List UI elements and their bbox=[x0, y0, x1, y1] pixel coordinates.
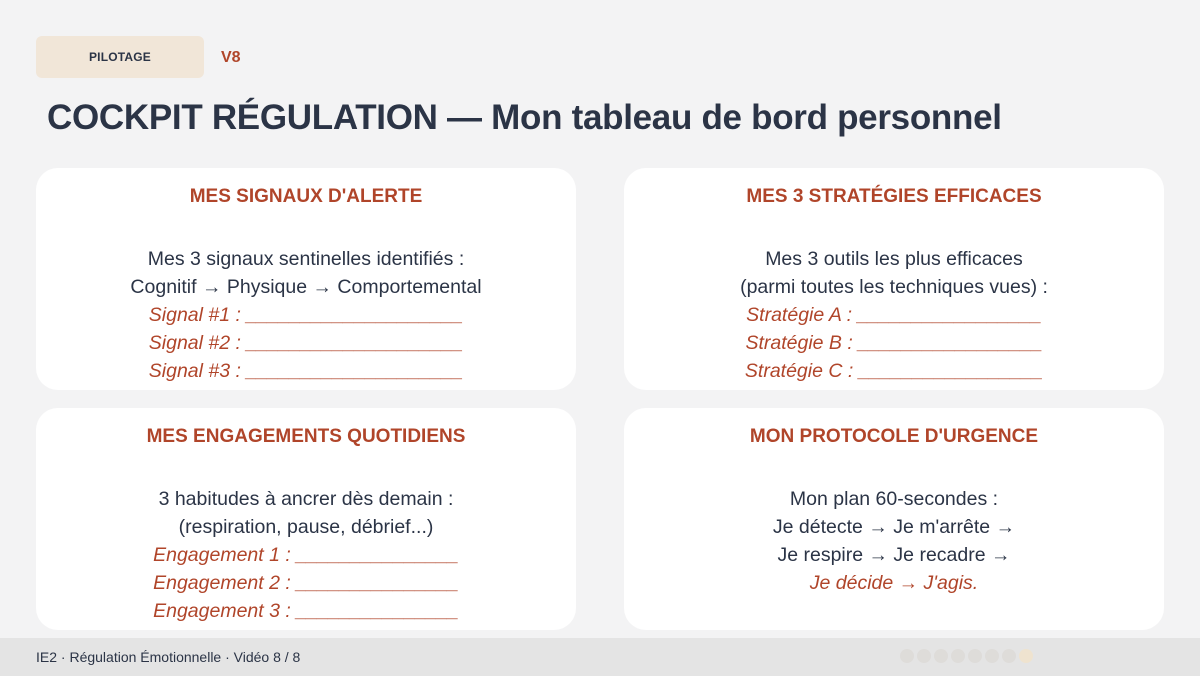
engagement-field-1: Engagement 1 : _______________ bbox=[153, 544, 459, 566]
progress-dot bbox=[934, 649, 948, 663]
card-body bbox=[624, 245, 1164, 385]
progress-dot bbox=[951, 649, 965, 663]
card-line: 3 habitudes à ancrer dès demain : bbox=[158, 488, 454, 510]
card-line: Je respire → Je recadre → bbox=[777, 544, 1011, 566]
card-strategies-efficaces bbox=[624, 168, 1164, 390]
card-body bbox=[624, 485, 1164, 597]
card-title: MES ENGAGEMENTS QUOTIDIENS bbox=[146, 426, 466, 447]
progress-dot bbox=[917, 649, 931, 663]
card-line: Mon plan 60-secondes : bbox=[789, 488, 999, 510]
card-protocole-urgence bbox=[624, 408, 1164, 630]
page-title: COCKPIT RÉGULATION — Mon tableau de bord personnel bbox=[47, 98, 1002, 137]
signal-field-2: Signal #2 : ____________________ bbox=[148, 332, 464, 354]
engagement-field-2: Engagement 2 : _______________ bbox=[153, 572, 459, 594]
signal-field-1: Signal #1 : ____________________ bbox=[148, 304, 464, 326]
card-body bbox=[36, 245, 576, 385]
version-label: V8 bbox=[221, 49, 241, 66]
card-title: MES 3 STRATÉGIES EFFICACES bbox=[746, 186, 1042, 207]
progress-dot bbox=[985, 649, 999, 663]
card-line: Je détecte → Je m'arrête → bbox=[772, 516, 1016, 538]
protocol-final-step: Je décide → J'agis. bbox=[809, 572, 979, 594]
strategy-field-c: Stratégie C : _________________ bbox=[744, 360, 1044, 382]
progress-dots bbox=[900, 649, 1033, 663]
section-badge: PILOTAGE bbox=[36, 36, 204, 78]
engagement-field-3: Engagement 3 : _______________ bbox=[153, 600, 459, 622]
card-title: MES SIGNAUX D'ALERTE bbox=[189, 186, 423, 207]
card-line: Mes 3 signaux sentinelles identifiés : bbox=[147, 248, 465, 270]
strategy-field-b: Stratégie B : _________________ bbox=[745, 332, 1043, 354]
footer-bar bbox=[0, 638, 1200, 676]
footer-text: IE2 · Régulation Émotionnelle · Vidéo 8 / 8 bbox=[36, 649, 301, 665]
card-title: MON PROTOCOLE D'URGENCE bbox=[749, 426, 1039, 447]
card-line: (respiration, pause, débrief...) bbox=[178, 516, 434, 538]
card-line: Cognitif → Physique → Comportemental bbox=[130, 276, 482, 298]
progress-dot bbox=[968, 649, 982, 663]
signal-field-3: Signal #3 : ____________________ bbox=[148, 360, 464, 382]
card-engagements-quotidiens bbox=[36, 408, 576, 630]
card-line: (parmi toutes les techniques vues) : bbox=[740, 276, 1048, 298]
progress-dot bbox=[900, 649, 914, 663]
strategy-field-a: Stratégie A : _________________ bbox=[746, 304, 1042, 326]
card-body bbox=[36, 485, 576, 625]
card-line: Mes 3 outils les plus efficaces bbox=[765, 248, 1023, 270]
card-signaux-alerte bbox=[36, 168, 576, 390]
progress-dot bbox=[1002, 649, 1016, 663]
progress-dot-active bbox=[1019, 649, 1033, 663]
